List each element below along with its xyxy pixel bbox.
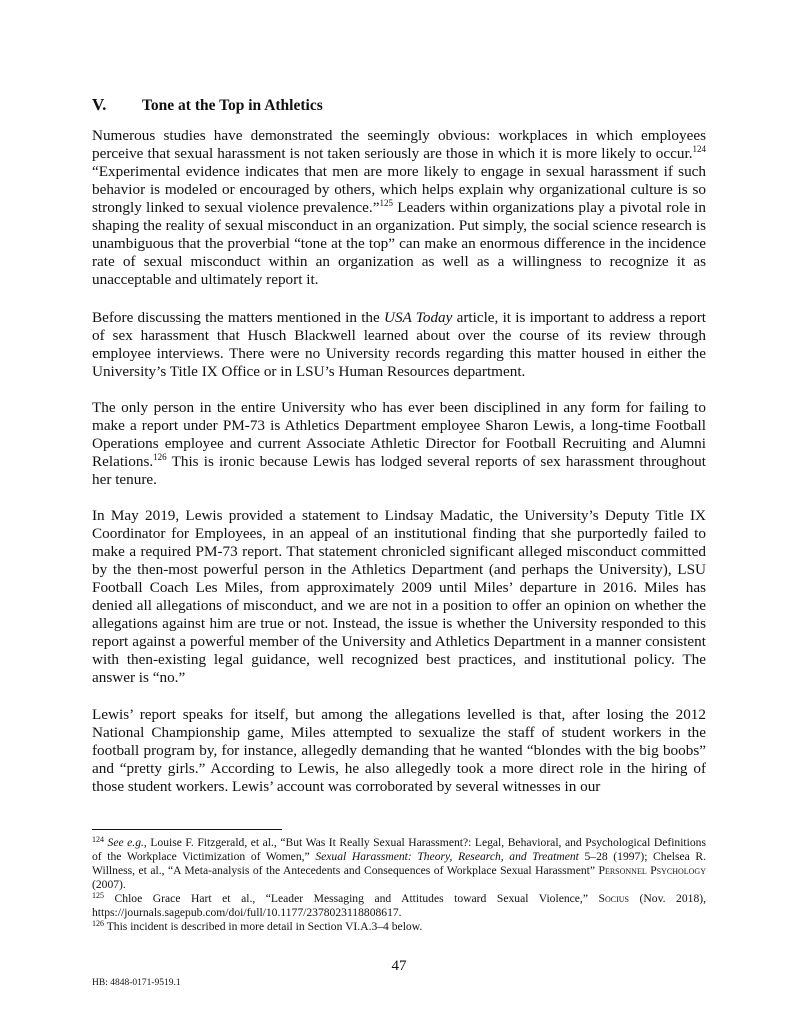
body-paragraph: Before discussing the matters mentioned in the USA Today article, it is important to address a report of sex harassment that Husch Blackwell learned about over the course of its review through employee interviews. There were no University records regarding this matter housed in either the University’s Title IX Office or in LSU’s Human Resources department.: [92, 309, 706, 380]
footnote-reference: 125: [379, 198, 393, 208]
footnote: $^{125}$ Chloe Grace Hart et al., “Leader Messaging and Attitudes toward Sexual Violence,” Socius (Nov. 2018), https://journals.sagepub.com/doi/full/10.1177/2378023118808617.: [92, 891, 707, 919]
footnote-reference: 124: [692, 144, 706, 154]
footnotes: [92, 836, 706, 934]
section-number: V.: [92, 95, 107, 114]
footnote-number: 124: [92, 835, 104, 844]
body-paragraph: The only person in the entire University who has ever been disciplined in any form for failing to make a report under PM-73 is Athletics Department employee Sharon Lewis, a long-time Football Operations employee and current Associate Athletic Director for Football Recruiting and Alumni Relations.$^{126}$ This is ironic because Lewis has lodged several reports of sex harassment throughout her tenure.: [92, 399, 706, 488]
footnote: $^{126}$ This incident is described in more detail in Section VI.A.3–4 below.: [92, 919, 423, 933]
footnote-number: 126: [92, 919, 104, 928]
footnote-separator: [92, 829, 282, 830]
page-number: 47: [391, 958, 407, 974]
footnote-number: 125: [92, 891, 104, 900]
body-paragraph: In May 2019, Lewis provided a statement to Lindsay Madatic, the University’s Deputy Title IX Coordinator for Employees, in an appeal of an institutional finding that she purportedly failed to make a required PM-73 report. That statement chronicled significant alleged misconduct committed by the then-most powerful person in the Athletics Department (and perhaps the University), LSU Football Coach Les Miles, from approximately 2009 until Miles’ departure in 2016. Miles has denied all allegations of misconduct, and we are not in a position to offer an opinion on whether the allegations against him are true or not. Instead, the issue is whether the University responded to this report against a powerful member of the University and Athletics Department in a manner consistent with then-existing legal guidance, well recognized best practices, and institutional policy. The answer is “no.”: [92, 507, 706, 686]
footnote: $^{124}$ See e.g., Louise F. Fitzgerald, et al., “But Was It Really Sexual Harassment?: Legal, Behavioral, and Psychological Definitions of the Workplace Victimization of Women,” Sexual Harassment: Theory, Research, and Treatment 5–28 (1997); Chelsea R. Willness, et al., “A Meta-analysis of the Antecedents and Consequences of Workplace Sexual Harassment” Personnel Psychology (2007).: [92, 835, 706, 891]
document-id: HB: 4848-0171-9519.1: [92, 978, 181, 988]
section-title: Tone at the Top in Athletics: [142, 97, 323, 114]
body-paragraph: Numerous studies have demonstrated the seemingly obvious: workplaces in which employees perceive that sexual harassment is not taken seriously are those in which it is more likely to occur.$^{124}$ “Experimental evidence indicates that men are more likely to engage in sexual harassment if such behavior is modeled or encouraged by others, which helps explain why organizational culture is so strongly linked to sexual violence prevalence.”$^{125}$ Leaders within organizations play a pivotal role in shaping the reality of sexual misconduct in an organization. Put simply, the social science research is unambiguous that the proverbial “tone at the top” can make an enormous difference in the incidence rate of sexual misconduct within an organization as well as a willingness to recognize it as unacceptable and ultimately report it.: [92, 127, 706, 288]
body-paragraph: Lewis’ report speaks for itself, but among the allegations levelled is that, after losing the 2012 National Championship game, Miles attempted to sexualize the staff of student workers in the football program by, for instance, allegedly demanding that he wanted “blondes with the big boobs” and “pretty girls.” According to Lewis, he also allegedly took a more direct role in the hiring of those student workers. Lewis’ account was corroborated by several witnesses in our: [92, 706, 706, 795]
section-heading: [92, 95, 323, 115]
footnote-reference: 126: [153, 452, 167, 462]
